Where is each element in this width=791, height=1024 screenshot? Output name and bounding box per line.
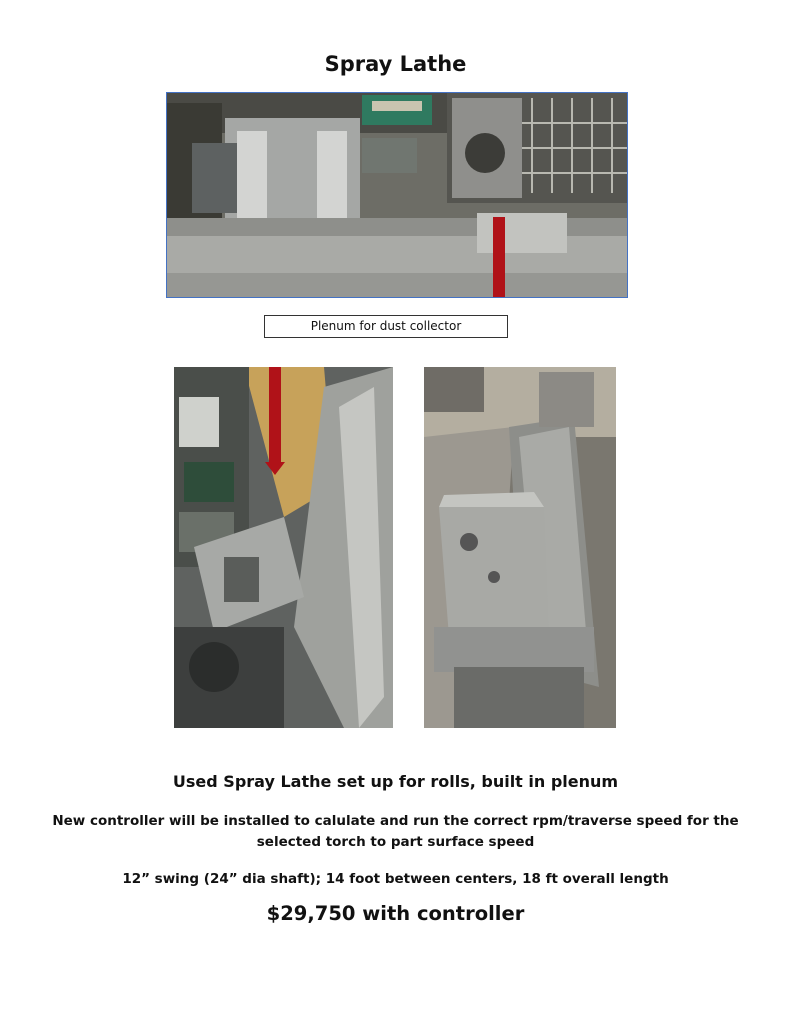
headline: Used Spray Lathe set up for rolls, built in plenum <box>172 772 619 791</box>
price: $29,750 with controller <box>266 902 525 925</box>
top-photo-illustration <box>167 93 627 297</box>
plenum-callout-label: Plenum for dust collector <box>264 315 508 338</box>
bottom-right-photo-lathe-headstock <box>424 367 616 728</box>
description: New controller will be installed to calulate and run the correct rpm/traverse speed for the selected torch to part surface speed <box>52 813 739 850</box>
bottom-left-photo-lathe-bed <box>174 367 393 728</box>
bottom-left-photo-illustration <box>174 367 393 728</box>
top-photo-spray-lathe-plenum <box>166 92 628 298</box>
page-title: Spray Lathe <box>324 52 467 76</box>
bottom-right-photo-illustration <box>424 367 616 728</box>
specs: 12” swing (24” dia shaft); 14 foot between centers, 18 ft overall length <box>122 871 669 887</box>
